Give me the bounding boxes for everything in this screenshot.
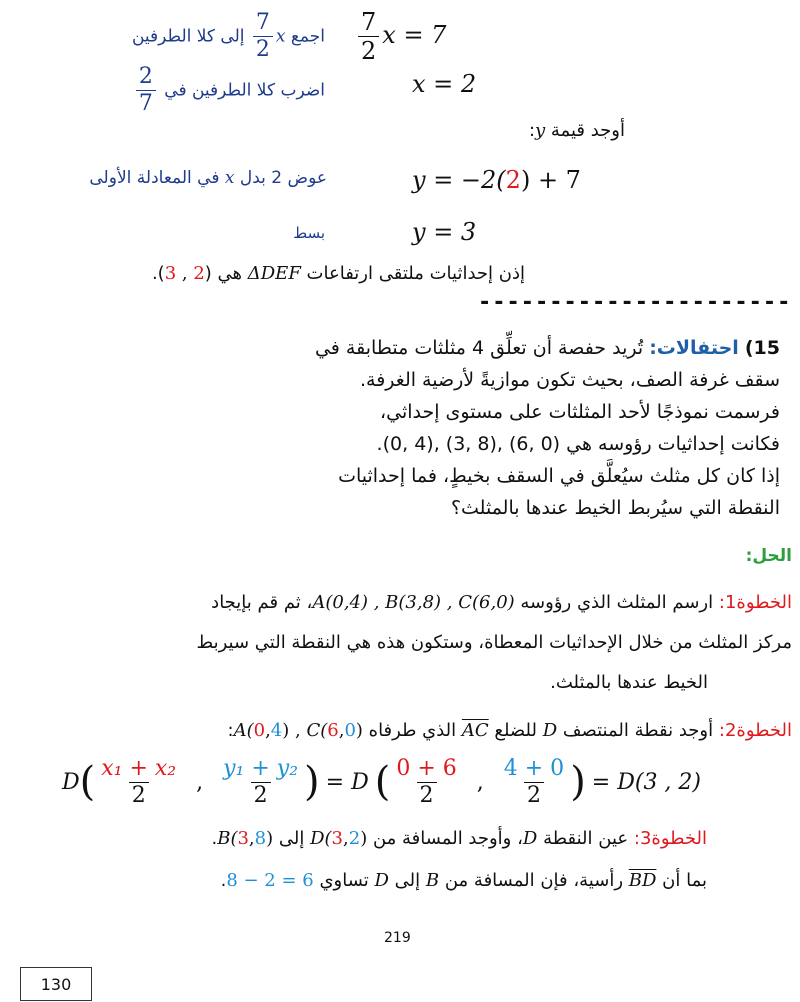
step1-line3: الخيط عندها بالمثلث. bbox=[550, 672, 708, 693]
problem-15-block bbox=[314, 332, 780, 524]
dashed-separator: ---------------------- bbox=[478, 290, 792, 315]
problem-line-1: 15) احتفالات: تُريد حفصة أن تعلِّق 4 مثلثات متطابقة في bbox=[314, 337, 780, 359]
equation-y-equals-3: y = 3 bbox=[412, 218, 477, 246]
fraction-y-midpoint: $\frac{\text{y₁ + y₂}}{2}$ bbox=[223, 755, 299, 808]
midpoint-formula: D ( $\frac{\text{x₁ + x₂}}{2}$ , $\frac{\text{y₁ + y₂}}{2}$ ) = D ( $\frac{0 + 6}{2}$ , $\frac{4 + 0}{2}$ ) = D(3 , 2) bbox=[62, 755, 702, 808]
page-box-number: 130 bbox=[20, 967, 92, 1001]
step3-distance: بما أن BD رأسية، فإن المسافة من B إلى D تساوي 8 − 2 = 6. bbox=[220, 870, 707, 891]
problem-title: احتفالات: bbox=[649, 337, 739, 359]
equation-seven-halves-x bbox=[355, 10, 446, 63]
note-substitute: عوض 2 بدل x في المعادلة الأولى bbox=[89, 168, 327, 188]
page-number: 219 bbox=[384, 930, 411, 946]
fraction-7-2: $\frac{7}{2}$ bbox=[358, 10, 379, 63]
solution-label: الحل: bbox=[745, 546, 792, 566]
note-add-to-both-sides: اجمع x $\frac{7}{2}$ إلى كلا الطرفين bbox=[131, 10, 325, 62]
equation-y-substituted: y = −2(2) + 7 bbox=[412, 166, 581, 194]
fraction-0-plus-6: $\frac{0 + 6}{2}$ bbox=[396, 755, 457, 808]
equation-rhs: x = 7 bbox=[382, 21, 447, 49]
fraction-4-plus-0: $\frac{4 + 0}{2}$ bbox=[503, 755, 565, 808]
step1-line1: الخطوة1: ارسم المثلث الذي رؤوسه A(0,4) , B(3,8) , C(6,0)، ثم قم بإيجاد bbox=[211, 592, 792, 613]
step1-line2: مركز المثلث من خلال الإحداثيات المعطاة، وستكون هذه هي النقطة التي سيربط bbox=[196, 632, 792, 653]
problem-number: 15) bbox=[744, 337, 780, 359]
note-multiply-both-sides: اضرب كلا الطرفين في $\frac{2}{7}$ bbox=[133, 66, 325, 115]
problem-line-6: النقطة التي سيُربط الخيط عندها بالمثلث؟ bbox=[450, 497, 780, 519]
problem-line-4: فكانت إحداثيات رؤوسه هي (0 ,6) ,(8 ,3) ,(4 ,0). bbox=[376, 433, 780, 455]
fraction-x-midpoint: $\frac{\text{x₁ + x₂}}{2}$ bbox=[101, 755, 177, 808]
find-y-heading: أوجد قيمة y: bbox=[528, 120, 625, 141]
equation-x-equals-2: x = 2 bbox=[412, 70, 477, 98]
conclusion-orthocenter: إذن إحداثيات ملتقى ارتفاعات ΔDEF هي (2 , 3). bbox=[151, 263, 525, 284]
step3-text: الخطوة3: عين النقطة D، وأوجد المسافة من D(3,2) إلى B(3,8). bbox=[211, 828, 707, 849]
fraction-7-2-note: $\frac{7}{2}$ bbox=[253, 12, 273, 61]
note-simplify: بسط bbox=[293, 224, 325, 242]
fraction-2-7: $\frac{2}{7}$ bbox=[136, 66, 156, 115]
problem-line-3: فرسمت نموذجًا لأحد المثلثات على مستوى إحداثي، bbox=[379, 401, 780, 423]
problem-line-2: سقف غرفة الصف، بحيث تكون موازيةً لأرضية الغرفة. bbox=[359, 369, 780, 391]
step2-text: الخطوة2: أوجد نقطة المنتصف D للضلع AC الذي طرفاه A(0,4) , C(6,0): bbox=[227, 720, 792, 741]
problem-line-5: إذا كان كل مثلث سيُعلَّق في السقف بخيطٍ، فما إحداثيات bbox=[338, 465, 780, 487]
